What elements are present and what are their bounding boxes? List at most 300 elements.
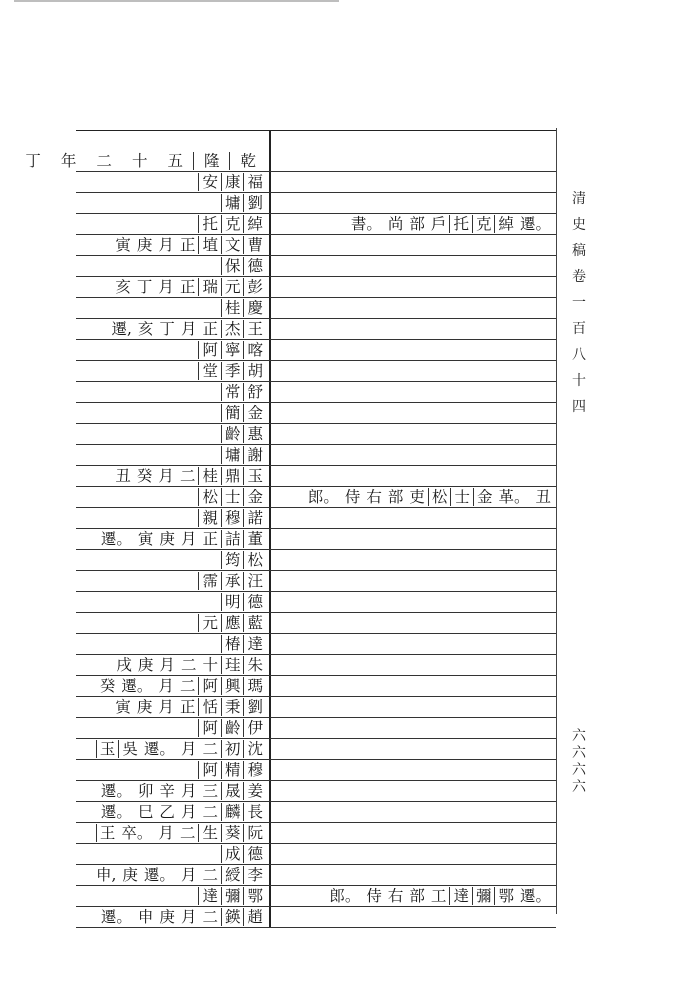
cell-char: 吳 bbox=[118, 740, 141, 758]
cell-char: 詰 bbox=[221, 530, 244, 548]
page-number bbox=[571, 728, 587, 796]
cell-char: 丑 bbox=[115, 467, 131, 485]
cell-char: 卯 bbox=[137, 782, 154, 800]
table-row bbox=[76, 550, 556, 571]
name-cell bbox=[76, 613, 271, 633]
note-cell bbox=[271, 718, 556, 738]
cell-char: 遷。 bbox=[519, 887, 551, 905]
cell-char: 二 bbox=[179, 467, 196, 485]
running-title-char: 稿 bbox=[572, 243, 586, 259]
cell-char: 部 bbox=[387, 488, 404, 506]
name-cell bbox=[76, 319, 271, 339]
running-title-char: 一 bbox=[572, 295, 586, 311]
name-cell bbox=[76, 550, 271, 570]
cell-char: 癸 bbox=[99, 677, 116, 695]
cell-char: 庚 bbox=[137, 656, 154, 674]
note-cell bbox=[271, 613, 556, 633]
name-cell bbox=[76, 781, 271, 801]
cell-char: 卒。 bbox=[121, 824, 153, 842]
cell-char: 遷。 bbox=[121, 677, 153, 695]
cell-char: 董 bbox=[243, 530, 266, 548]
cell-char: 簡 bbox=[221, 404, 244, 422]
cell-char: 工 bbox=[430, 887, 447, 905]
table-row bbox=[76, 571, 556, 592]
cell-char: 保 bbox=[221, 257, 244, 275]
cell-char: 松 bbox=[428, 488, 451, 506]
cell-char: 遷。 bbox=[143, 740, 175, 758]
cell-char: 伊 bbox=[243, 719, 266, 737]
note-cell bbox=[271, 571, 556, 591]
cell-char: 朱 bbox=[243, 656, 266, 674]
cell-char: 明 bbox=[221, 593, 244, 611]
cell-char: 藍 bbox=[243, 614, 266, 632]
cell-char: 綽 bbox=[243, 215, 266, 233]
cell-char: 季 bbox=[221, 362, 244, 380]
note-cell bbox=[271, 403, 556, 423]
cell-char: 德 bbox=[243, 257, 266, 275]
cell-char: 松 bbox=[198, 488, 221, 506]
name-cell bbox=[76, 340, 271, 360]
name-cell bbox=[76, 529, 271, 549]
cell-char: 綽 bbox=[494, 215, 517, 233]
cell-char: 霈 bbox=[198, 572, 221, 590]
cell-char: 正 bbox=[179, 236, 196, 254]
cell-char: 侍 bbox=[344, 488, 361, 506]
name-cell bbox=[76, 907, 271, 927]
table-row bbox=[76, 865, 556, 886]
note-cell bbox=[271, 193, 556, 213]
table-row bbox=[76, 445, 556, 466]
cell-char: 埴 bbox=[198, 236, 221, 254]
cell-char: 正 bbox=[179, 698, 196, 716]
cell-char: 十 bbox=[202, 656, 218, 674]
cell-char: 二 bbox=[180, 656, 197, 674]
cell-char: 德 bbox=[243, 845, 266, 863]
cell-char: 承 bbox=[221, 572, 244, 590]
cell-char: 士 bbox=[450, 488, 473, 506]
page-number-char: 六 bbox=[572, 762, 586, 778]
cell-char: 士 bbox=[221, 488, 244, 506]
cell-char: 亥 bbox=[137, 320, 154, 338]
cell-char: 晟 bbox=[221, 782, 244, 800]
cell-char: 正 bbox=[202, 530, 218, 548]
table-row bbox=[76, 487, 556, 508]
cell-char: 丁 bbox=[159, 320, 175, 338]
cell-char: 巳 bbox=[137, 803, 154, 821]
cell-char: 部 bbox=[409, 215, 425, 233]
note-cell bbox=[271, 823, 556, 843]
name-cell bbox=[76, 865, 271, 885]
cell-char: 筠 bbox=[221, 551, 244, 569]
cell-char: 月 bbox=[158, 236, 174, 254]
cell-char: 右 bbox=[387, 887, 404, 905]
name-cell bbox=[76, 592, 271, 612]
cell-char: 辛 bbox=[159, 782, 175, 800]
table-row bbox=[76, 529, 556, 550]
note-cell bbox=[271, 382, 556, 402]
cell-char: 元 bbox=[221, 278, 244, 296]
cell-char: 金 bbox=[243, 404, 266, 422]
name-cell bbox=[76, 718, 271, 738]
cell-char: 慶 bbox=[243, 299, 266, 317]
table bbox=[25, 130, 556, 928]
running-title-char: 百 bbox=[572, 321, 586, 337]
name-cell bbox=[76, 298, 271, 318]
cell-char: 堂 bbox=[198, 362, 221, 380]
cell-char: 常 bbox=[221, 383, 244, 401]
table-row bbox=[76, 802, 556, 823]
cell-char: 遷。 bbox=[519, 215, 551, 233]
cell-char: 劉 bbox=[243, 698, 266, 716]
name-cell bbox=[76, 844, 271, 864]
running-title-char: 卷 bbox=[572, 269, 586, 285]
note-cell bbox=[271, 592, 556, 612]
cell-char: 彌 bbox=[221, 887, 244, 905]
name-cell bbox=[76, 802, 271, 822]
table-row bbox=[76, 634, 556, 655]
cell-char: 月 bbox=[158, 467, 174, 485]
cell-char: 鍈 bbox=[221, 908, 244, 926]
table-row bbox=[76, 592, 556, 613]
cell-char: 尚 bbox=[387, 215, 404, 233]
table-row bbox=[76, 823, 556, 844]
running-title-char: 八 bbox=[572, 347, 586, 363]
cell-char: 玉 bbox=[96, 740, 119, 758]
cell-char: 月 bbox=[180, 803, 197, 821]
cell-char: 沈 bbox=[243, 740, 266, 758]
cell-char: 達 bbox=[198, 887, 221, 905]
note-cell bbox=[271, 361, 556, 381]
name-cell bbox=[76, 886, 271, 906]
name-cell bbox=[76, 655, 271, 675]
cell-char: 穆 bbox=[243, 761, 266, 779]
cell-char: 月 bbox=[158, 824, 174, 842]
note-cell bbox=[271, 865, 556, 885]
name-cell bbox=[25, 131, 271, 171]
cell-char: 墉 bbox=[221, 446, 244, 464]
cell-char: 精 bbox=[221, 761, 244, 779]
cell-char: 克 bbox=[221, 215, 244, 233]
cell-char: 寅 bbox=[115, 698, 131, 716]
note-cell bbox=[271, 844, 556, 864]
note-cell bbox=[271, 760, 556, 780]
name-cell bbox=[76, 697, 271, 717]
table-row bbox=[76, 760, 556, 781]
cell-char: 達 bbox=[449, 887, 472, 905]
cell-char: 成 bbox=[221, 845, 244, 863]
cell-char: 月 bbox=[180, 530, 197, 548]
name-cell bbox=[76, 487, 271, 507]
name-cell bbox=[76, 424, 271, 444]
cell-char: 庚 bbox=[136, 236, 153, 254]
cell-char: 穆 bbox=[221, 509, 244, 527]
cell-char: 鼎 bbox=[221, 467, 244, 485]
cell-char: 生 bbox=[198, 824, 221, 842]
table-row bbox=[76, 781, 556, 802]
cell-char: 庚 bbox=[136, 698, 153, 716]
cell-char: 月 bbox=[180, 782, 197, 800]
running-title-char: 史 bbox=[572, 217, 586, 233]
note-cell bbox=[271, 172, 556, 192]
cell-char: 庚 bbox=[122, 866, 138, 884]
table-row bbox=[76, 340, 556, 361]
note-cell bbox=[271, 907, 556, 927]
cell-char: 遷, bbox=[111, 320, 132, 338]
table-row bbox=[76, 235, 556, 256]
cell-char: 二 bbox=[202, 740, 218, 758]
cell-char: 十 bbox=[131, 152, 148, 170]
note-cell bbox=[271, 676, 556, 696]
cell-char: 姜 bbox=[243, 782, 266, 800]
name-cell bbox=[76, 403, 271, 423]
note-cell bbox=[271, 508, 556, 528]
name-cell bbox=[76, 382, 271, 402]
name-cell bbox=[76, 760, 271, 780]
cell-char: 二 bbox=[202, 803, 218, 821]
cell-char: 彌 bbox=[472, 887, 495, 905]
name-cell bbox=[76, 193, 271, 213]
note-cell bbox=[271, 739, 556, 759]
table-row bbox=[76, 361, 556, 382]
cell-char: 乾 bbox=[229, 152, 266, 170]
cell-char: 月 bbox=[180, 908, 197, 926]
cell-char: 墉 bbox=[221, 194, 244, 212]
cell-char: 玉 bbox=[243, 467, 266, 485]
cell-char: 癸 bbox=[136, 467, 153, 485]
table-row bbox=[76, 214, 556, 235]
cell-char: 寧 bbox=[221, 341, 244, 359]
cell-char: 李 bbox=[243, 866, 266, 884]
cell-char: 托 bbox=[198, 215, 221, 233]
note-cell bbox=[271, 655, 556, 675]
cell-char: 二 bbox=[96, 152, 112, 170]
cell-char: 鄂 bbox=[243, 887, 266, 905]
cell-char: 桂 bbox=[221, 299, 244, 317]
note-cell bbox=[271, 424, 556, 444]
cell-char: 椿 bbox=[221, 635, 244, 653]
cell-char: 金 bbox=[243, 488, 266, 506]
cell-char: 二 bbox=[179, 824, 196, 842]
name-cell bbox=[76, 214, 271, 234]
cell-char: 喀 bbox=[243, 341, 266, 359]
table-row bbox=[76, 193, 556, 214]
name-cell bbox=[76, 676, 271, 696]
cell-char: 曹 bbox=[243, 236, 266, 254]
cell-char: 正 bbox=[179, 278, 196, 296]
cell-char: 長 bbox=[243, 803, 266, 821]
cell-char: 郎。 bbox=[329, 887, 361, 905]
table-row bbox=[76, 319, 556, 340]
cell-char: 阿 bbox=[198, 677, 221, 695]
cell-char: 杰 bbox=[221, 320, 244, 338]
table-row bbox=[76, 886, 556, 907]
running-title bbox=[571, 186, 587, 420]
cell-char: 齡 bbox=[221, 719, 244, 737]
cell-char: 趙 bbox=[243, 908, 266, 926]
cell-char: 謝 bbox=[243, 446, 266, 464]
note-cell bbox=[271, 886, 556, 906]
name-cell bbox=[76, 277, 271, 297]
note-cell bbox=[271, 235, 556, 255]
cell-char: 舒 bbox=[243, 383, 266, 401]
name-cell bbox=[76, 172, 271, 192]
page-number-char: 六 bbox=[572, 745, 586, 761]
cell-char: 劉 bbox=[243, 194, 266, 212]
table-row bbox=[76, 424, 556, 445]
page-border bbox=[556, 128, 557, 914]
cell-char: 王 bbox=[96, 824, 119, 842]
cell-char: 齡 bbox=[221, 425, 244, 443]
cell-char: 乙 bbox=[159, 803, 175, 821]
cell-char: 二 bbox=[202, 908, 218, 926]
table-row bbox=[76, 256, 556, 277]
cell-char: 克 bbox=[472, 215, 495, 233]
cell-char: 興 bbox=[221, 677, 244, 695]
name-cell bbox=[76, 508, 271, 528]
cell-char: 遷。 bbox=[100, 530, 132, 548]
cell-char: 戌 bbox=[116, 656, 132, 674]
cell-char: 郎。 bbox=[307, 488, 339, 506]
cell-char: 月 bbox=[159, 656, 175, 674]
cell-char: 金 bbox=[473, 488, 496, 506]
table-row bbox=[76, 844, 556, 865]
name-cell bbox=[76, 571, 271, 591]
cell-char: 麟 bbox=[221, 803, 244, 821]
table-row bbox=[76, 508, 556, 529]
name-cell bbox=[76, 634, 271, 654]
cell-char: 戶 bbox=[430, 215, 447, 233]
note-cell bbox=[271, 214, 556, 234]
table-row bbox=[76, 655, 556, 676]
cell-char: 三 bbox=[202, 782, 218, 800]
note-cell bbox=[271, 277, 556, 297]
cell-char: 寅 bbox=[115, 236, 131, 254]
cell-char: 二 bbox=[202, 866, 218, 884]
cell-char: 部 bbox=[409, 887, 425, 905]
page-number-char: 六 bbox=[572, 728, 586, 744]
cell-char: 德 bbox=[243, 593, 266, 611]
cell-char: 右 bbox=[366, 488, 382, 506]
cell-char: 綬 bbox=[221, 866, 244, 884]
cell-char: 初 bbox=[221, 740, 244, 758]
note-cell bbox=[271, 298, 556, 318]
cell-char: 月 bbox=[180, 320, 197, 338]
cell-char: 珪 bbox=[221, 656, 244, 674]
name-cell bbox=[76, 361, 271, 381]
table-row bbox=[76, 676, 556, 697]
note-cell bbox=[271, 131, 556, 171]
cell-char: 亥 bbox=[115, 278, 131, 296]
cell-char: 年 bbox=[60, 152, 77, 170]
cell-char: 遷。 bbox=[143, 866, 175, 884]
cell-char: 隆 bbox=[193, 152, 230, 170]
cell-char: 諾 bbox=[243, 509, 266, 527]
cell-char: 阿 bbox=[198, 719, 221, 737]
table-row bbox=[76, 739, 556, 760]
cell-char: 文 bbox=[221, 236, 244, 254]
table-row bbox=[76, 172, 556, 193]
table-row bbox=[76, 298, 556, 319]
cell-char: 安 bbox=[198, 173, 221, 191]
cell-char: 遷。 bbox=[100, 782, 132, 800]
cell-char: 丁 bbox=[136, 278, 153, 296]
cell-char: 月 bbox=[180, 866, 197, 884]
cell-char: 申 bbox=[137, 908, 154, 926]
note-cell bbox=[271, 550, 556, 570]
cell-char: 丁 bbox=[25, 152, 41, 170]
name-cell bbox=[76, 445, 271, 465]
note-cell bbox=[271, 445, 556, 465]
cell-char: 二 bbox=[179, 677, 196, 695]
cell-char: 五 bbox=[167, 152, 183, 170]
cell-char: 月 bbox=[158, 677, 174, 695]
page-number-char: 六 bbox=[572, 779, 586, 795]
cell-char: 正 bbox=[202, 320, 218, 338]
table-row bbox=[76, 277, 556, 298]
running-title-char: 四 bbox=[572, 399, 586, 415]
header-rule bbox=[14, 0, 339, 2]
table-row bbox=[76, 718, 556, 739]
name-cell bbox=[76, 256, 271, 276]
cell-char: 侍 bbox=[366, 887, 382, 905]
cell-char: 彭 bbox=[243, 278, 266, 296]
cell-char: 松 bbox=[243, 551, 266, 569]
note-cell bbox=[271, 256, 556, 276]
cell-char: 遷。 bbox=[100, 803, 132, 821]
cell-char: 丑 bbox=[535, 488, 551, 506]
cell-char: 葵 bbox=[221, 824, 244, 842]
note-cell bbox=[271, 634, 556, 654]
cell-char: 瑞 bbox=[198, 278, 221, 296]
name-cell bbox=[76, 466, 271, 486]
note-cell bbox=[271, 340, 556, 360]
table-row bbox=[25, 131, 556, 172]
cell-char: 阮 bbox=[243, 824, 266, 842]
cell-char: 月 bbox=[158, 278, 174, 296]
cell-char: 月 bbox=[158, 698, 174, 716]
cell-char: 月 bbox=[180, 740, 197, 758]
note-cell bbox=[271, 697, 556, 717]
name-cell bbox=[76, 823, 271, 843]
cell-char: 應 bbox=[221, 614, 244, 632]
name-cell bbox=[76, 739, 271, 759]
cell-char: 遷。 bbox=[100, 908, 132, 926]
cell-char: 阿 bbox=[198, 341, 221, 359]
cell-char: 庚 bbox=[159, 908, 175, 926]
cell-char: 恬 bbox=[198, 698, 221, 716]
note-cell bbox=[271, 319, 556, 339]
cell-char: 胡 bbox=[243, 362, 266, 380]
table-row bbox=[76, 697, 556, 718]
note-cell bbox=[271, 781, 556, 801]
note-cell bbox=[271, 529, 556, 549]
cell-char: 寅 bbox=[137, 530, 154, 548]
cell-char: 康 bbox=[221, 173, 244, 191]
cell-char: 阿 bbox=[198, 761, 221, 779]
table-row bbox=[76, 466, 556, 487]
cell-char: 汪 bbox=[243, 572, 266, 590]
running-title-char: 清 bbox=[572, 191, 586, 207]
cell-char: 親 bbox=[198, 509, 221, 527]
note-cell bbox=[271, 466, 556, 486]
cell-char: 王 bbox=[243, 320, 266, 338]
cell-char: 托 bbox=[449, 215, 472, 233]
note-cell bbox=[271, 487, 556, 507]
cell-char: 惠 bbox=[243, 425, 266, 443]
note-cell bbox=[271, 802, 556, 822]
cell-char: 庚 bbox=[159, 530, 175, 548]
cell-char: 吏 bbox=[409, 488, 425, 506]
